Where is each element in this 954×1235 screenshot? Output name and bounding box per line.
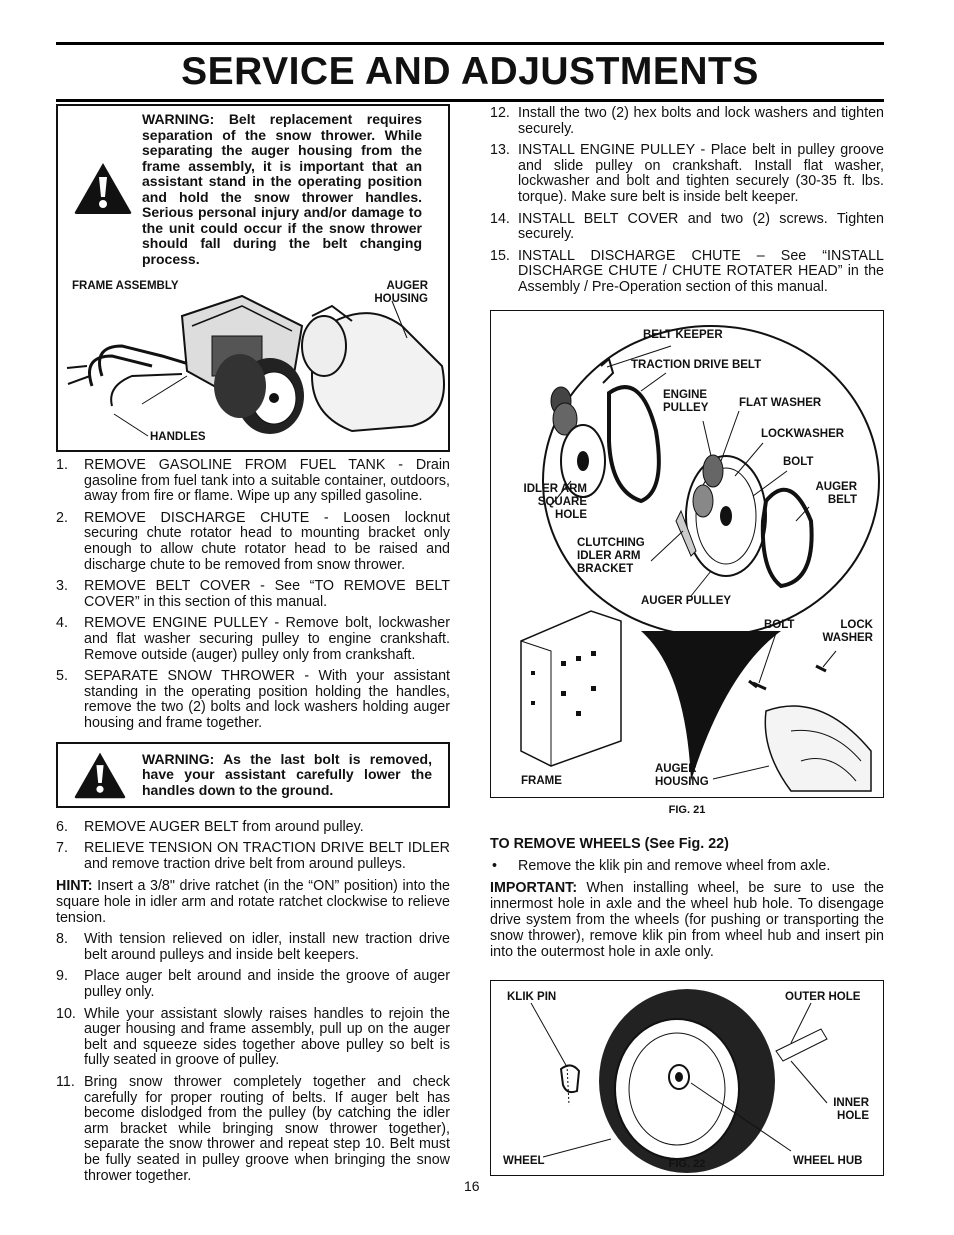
page-title: SERVICE AND ADJUSTMENTS: [181, 50, 759, 93]
steps-list-d: [490, 106, 884, 296]
list-item: 1. REMOVE GASOLINE FROM FUEL TANK - Drain gasoline from fuel tank into a suitable container, outdoors, away from fire or flame. Wipe up any spilled gasoline.: [56, 457, 450, 505]
label-clutching-idler-arm-bracket: CLUTCHING IDLER ARM BRACKET: [577, 536, 645, 575]
label-auger-housing: AUGER HOUSING: [374, 280, 428, 305]
label-klik-pin: KLIK PIN: [507, 990, 557, 1003]
label-handles: HANDLES: [150, 431, 206, 443]
warning-triangle-icon: [72, 160, 134, 216]
bullet-remove-klik-pin: • Remove the klik pin and remove wheel from axle.: [492, 857, 831, 874]
list-item: 11. Bring snow thrower completely together and check carefully for proper routing of belts. If auger belt has become dislodged from the pulley (by catching the idler arm bracket while bringing snow thrower together), separate the snow thrower and repeat step 10. Belt must be fully seated in pulley groove when bringing the snow thrower together.: [56, 1074, 450, 1184]
label-wheel: WHEEL: [503, 1154, 545, 1167]
label-outer-hole: OUTER HOLE: [785, 990, 861, 1003]
label-idler-arm-square-hole: IDLER ARM SQUARE HOLE: [523, 482, 587, 521]
steps-list-c: [56, 932, 450, 1184]
label-auger-belt: AUGER BELT: [815, 480, 857, 506]
label-auger-housing-fig21: AUGER HOUSING: [655, 762, 709, 788]
figure-22: [490, 980, 884, 1176]
label-wheel-hub: WHEEL HUB: [793, 1154, 863, 1167]
right-column: [490, 104, 884, 1170]
list-item: 4. REMOVE ENGINE PULLEY - Remove bolt, lockwasher and flat washer securing pulley to engine crankshaft. Remove outside (auger) pulley only from crankshaft.: [56, 615, 450, 663]
label-bolt: BOLT: [783, 455, 814, 468]
list-item: 5. SEPARATE SNOW THROWER - With your assistant standing in the operating position holding the handles, remove the two (2) bolts and lock washers holding auger housing and frame together.: [56, 668, 450, 731]
label-lockwasher: LOCKWASHER: [761, 427, 845, 440]
label-belt-keeper: BELT KEEPER: [643, 328, 723, 341]
list-item: 14. INSTALL BELT COVER and two (2) screws. Tighten securely.: [490, 210, 884, 243]
list-item: 3. REMOVE BELT COVER - See “TO REMOVE BELT COVER” in this section of this manual.: [56, 578, 450, 610]
page-number: 16: [464, 1178, 480, 1194]
section-heading-remove-wheels: TO REMOVE WHEELS (See Fig. 22): [490, 835, 729, 852]
list-item: 6. REMOVE AUGER BELT from around pulley.: [56, 818, 364, 835]
important-paragraph: IMPORTANT: When installing wheel, be sure to use the innermost hole in axle and the wheel hub hole. To disengage drive system from the wheels (for pushing or transporting the snow thrower), remove klik pin from wheel hub and insert pin into the outermost hole in axle only.: [490, 879, 884, 960]
warning-text-belt-replacement: WARNING: Belt replacement requires separation of the snow thrower. While separating the auger housing from the frame assembly, it is important that an assistant stand in the operating position and hold the snow thrower handles. Serious personal injury and/or damage to the unit could occur if the snow thrower should fall during the belt changing process.: [142, 111, 422, 267]
list-item: 12. Install the two (2) hex bolts and lock washers and tighten securely.: [490, 105, 884, 137]
warning-text-last-bolt: WARNING: As the last bolt is removed, have your assistant carefully lower the handles down to the ground.: [142, 750, 432, 798]
steps-list-b: [56, 820, 450, 873]
list-item: 2. REMOVE DISCHARGE CHUTE - Loosen locknut securing chute rotator head to mounting bracket only enough to allow chute rotator head to be raised and discharge chute to be removed from snow thrower.: [56, 509, 450, 573]
steps-list-a: [56, 458, 450, 732]
label-flat-washer: FLAT WASHER: [739, 396, 822, 409]
list-item: 13. INSTALL ENGINE PULLEY - Place belt in pulley groove and slide pulley on crankshaft. Install flat washer, lockwasher and bolt and tighten securely (30-35 ft. lbs. torque). Make sure belt is inside belt keeper.: [490, 142, 884, 205]
figure-21-caption: FIG. 21: [668, 803, 706, 816]
warning-box-last-bolt: [56, 742, 450, 808]
top-rule: [56, 42, 884, 45]
warning-triangle-icon: [72, 750, 128, 800]
figure-22-caption: FIG. 22: [668, 1157, 706, 1170]
list-item: 10. While your assistant slowly raises handles to rejoin the auger housing and frame assembly, pull up on the auger belt and squeeze sides together above pulley so belt is fully seated in groove of pulley.: [56, 1005, 450, 1069]
list-item: 7. RELIEVE TENSION ON TRACTION DRIVE BELT IDLER and remove traction drive belt from around pulleys.: [56, 840, 450, 872]
hint-paragraph: HINT: Insert a 3/8" drive ratchet (in the “ON” position) into the square hole in idler arm and rotate ratchet clockwise to relieve tension.: [56, 878, 450, 927]
label-bolt-2: BOLT: [764, 618, 795, 631]
label-frame: FRAME: [521, 774, 562, 787]
label-frame-assembly: FRAME ASSEMBLY: [72, 280, 179, 292]
label-traction-drive-belt: TRACTION DRIVE BELT: [631, 358, 762, 371]
label-lock-washer: LOCK WASHER: [822, 618, 873, 644]
label-auger-pulley: AUGER PULLEY: [641, 594, 732, 607]
list-item: 8. With tension relieved on idler, install new traction drive belt around pulleys and inside belt keepers.: [56, 931, 450, 963]
left-column: [56, 104, 450, 1184]
label-inner-hole: INNER HOLE: [833, 1096, 869, 1122]
label-engine-pulley: ENGINE PULLEY: [663, 388, 709, 414]
figure-21: [490, 310, 884, 798]
list-item: 15. INSTALL DISCHARGE CHUTE – See “INSTALL DISCHARGE CHUTE / CHUTE ROTATER HEAD” in the Assembly / Pre-Operation section of this manual.: [490, 247, 884, 295]
wheel-klik-pin-illustration: [491, 981, 882, 1173]
list-item: 9. Place auger belt around and inside the groove of auger pulley only.: [56, 968, 450, 1001]
title-rule: [56, 99, 884, 102]
warning-box-belt-replacement: [56, 104, 450, 452]
belt-routing-illustration: [491, 311, 882, 795]
